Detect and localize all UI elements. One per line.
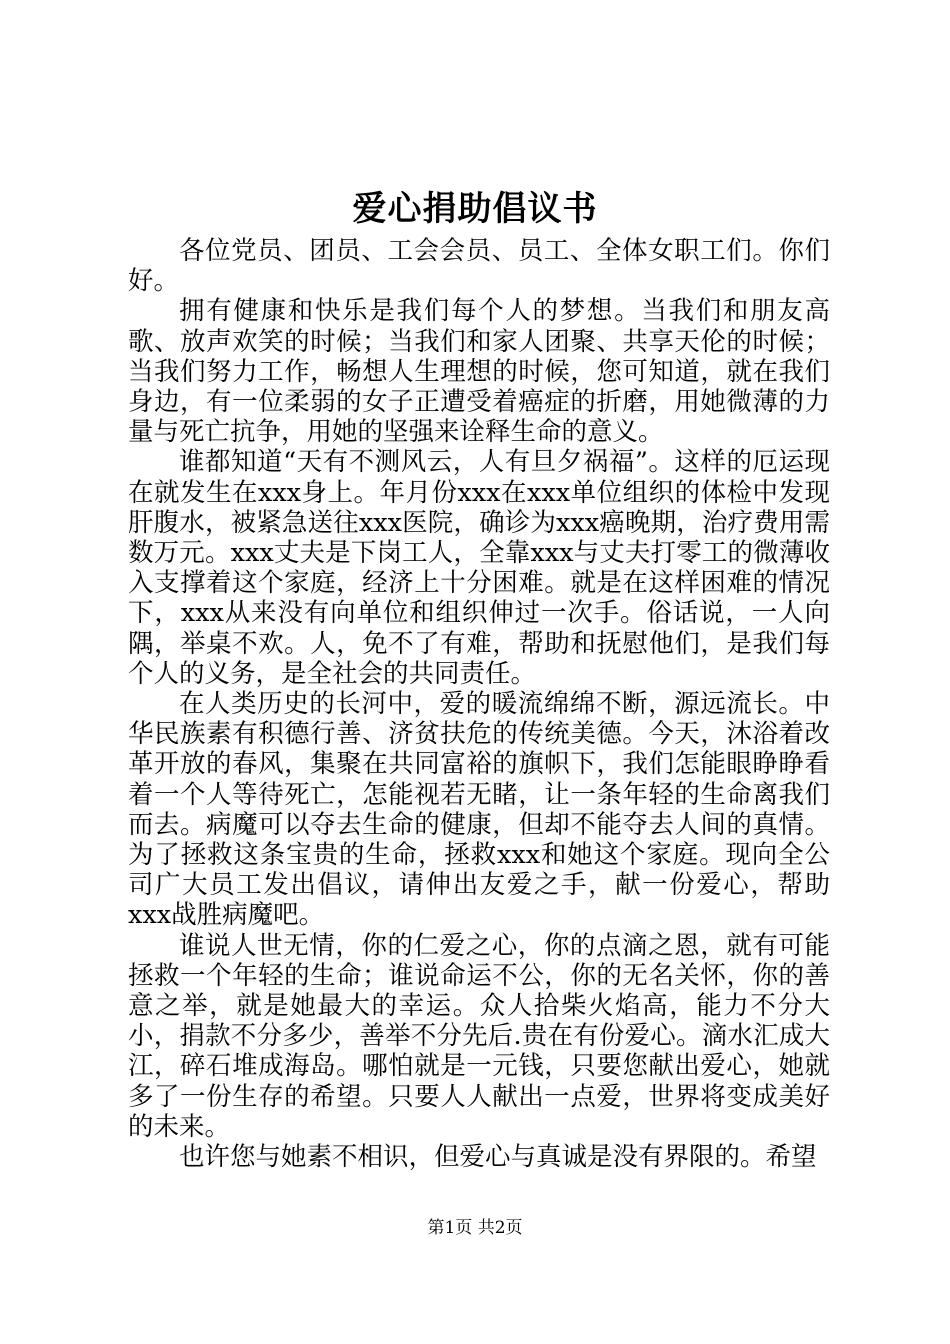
paragraph-encouragement: 谁说人世无情，你的仁爱之心，你的点滴之恩，就有可能拯救一个年轻的生命；谁说命运不公，你的无名关怀，你的善意之举，就是她最大的幸运。众人拾柴火焰高，能力不分大小，捐款不分多少，善举不分先后.贵在有份爱心。滴水汇成大江，碎石堆成海岛。哪怕就是一元钱，只要您献出爱心，她就多了一份生存的希望。只要人人献出一点爱，世界将变成美好的未来。 <box>128 930 830 1142</box>
document-body <box>128 236 830 1172</box>
page-footer: 第1页 共2页 <box>427 1218 523 1238</box>
paragraph-situation: 谁都知道“天有不测风云，人有旦夕祸福”。这样的厄运现在就发生在xxx身上。年月份xxx在xxx单位组织的体检中发现肝腹水，被紧急送往xxx医院，确诊为xxx癌晚期，治疗费用需数万元。xxx丈夫是下岗工人，全靠xxx与丈夫打零工的微薄收入支撑着这个家庭，经济上十分困难。就是在这样困难的情况下，xxx从来没有向单位和组织伸过一次手。俗话说，一人向隅，举桌不欢。人，免不了有难，帮助和抚慰他们，是我们每个人的义务，是全社会的共同责任。 <box>128 447 830 689</box>
paragraph-appeal: 在人类历史的长河中，爱的暖流绵绵不断，源远流长。中华民族素有积德行善、济贫扶危的传统美德。今天，沐浴着改革开放的春风，集聚在共同富裕的旗帜下，我们怎能眼睁睁看着一个人等待死亡，怎能视若无睹，让一条年轻的生命离我们而去。病魔可以夺去生命的健康，但却不能夺去人间的真情。为了拯救这条宝贵的生命，拯救xxx和她这个家庭。现向全公司广大员工发出倡议，请伸出友爱之手，献一份爱心，帮助xxx战胜病魔吧。 <box>128 689 830 931</box>
paragraph-closing: 也许您与她素不相识，但爱心与真诚是没有界限的。希望 <box>179 1142 817 1173</box>
document-title: 爱心捐助倡议书 <box>352 189 598 229</box>
paragraph-intro: 拥有健康和快乐是我们每个人的梦想。当我们和朋友高歌、放声欢笑的时候；当我们和家人团聚、共享天伦的时候；当我们努力工作，畅想人生理想的时候，您可知道，就在我们身边，有一位柔弱的女子正遭受着癌症的折磨，用她微薄的力量与死亡抗争，用她的坚强来诠释生命的意义。 <box>128 296 830 448</box>
paragraph-greeting: 各位党员、团员、工会会员、员工、全体女职工们。你们好。 <box>128 236 830 297</box>
